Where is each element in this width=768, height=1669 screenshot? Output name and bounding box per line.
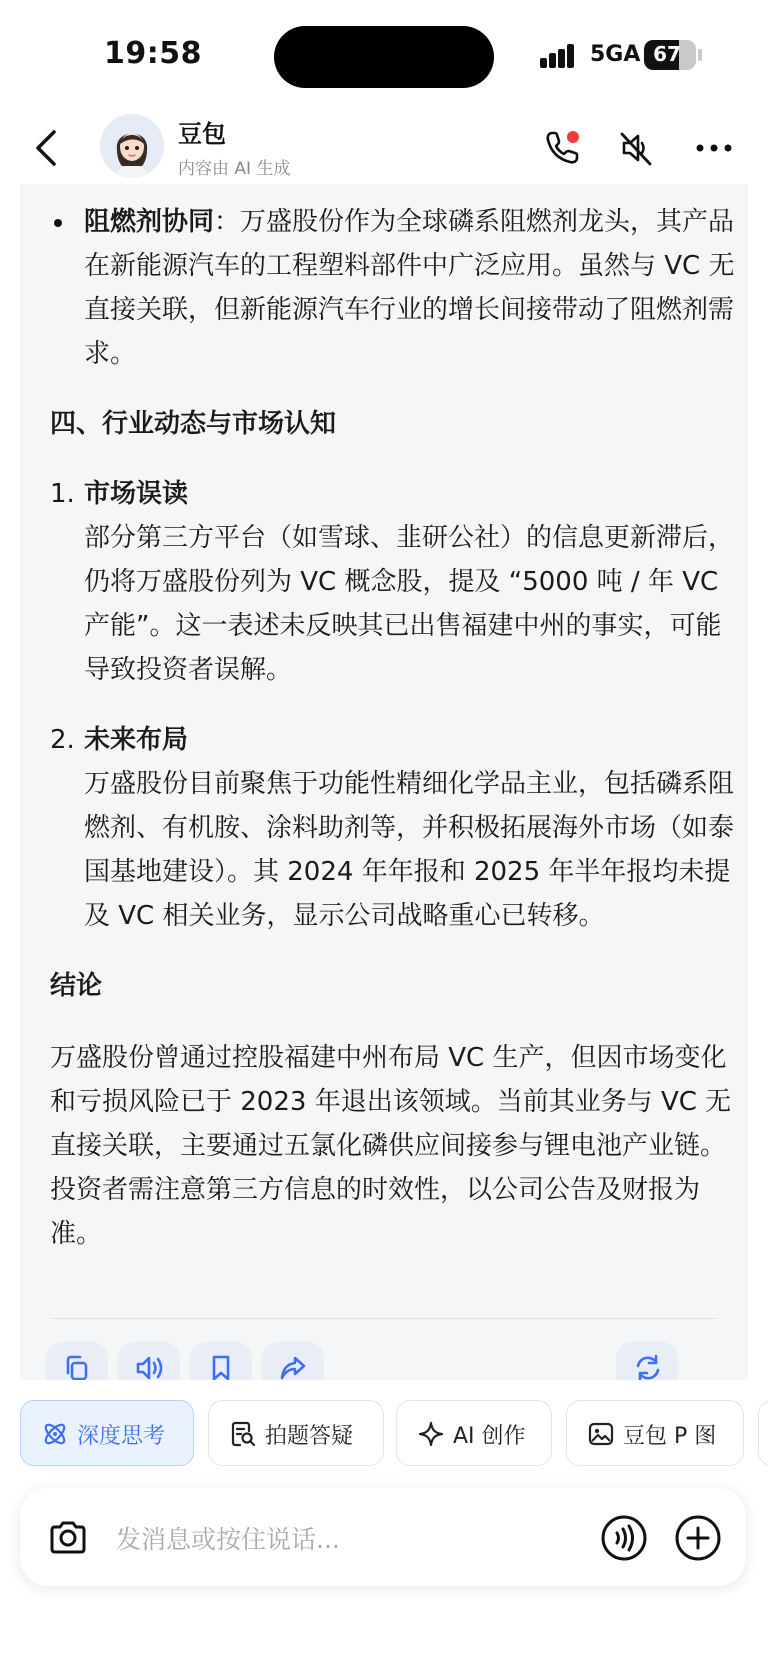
chip-label: AI 创作 [453,1424,526,1449]
search-doc-icon [229,1420,257,1448]
more-icon[interactable] [692,126,736,170]
list-body: 万盛股份目前聚焦于功能性精细化学品主业，包括磷系阻燃剂、有机胺、涂料助剂等，并积极拓展海外市场（如泰国基地建设）。其 2024 年年报和 2025 年半年报均未提及 VC 相关业务，显示公司战略重心已转移。 [84,769,735,931]
ai-disclaimer: 内容由 AI 生成 [178,159,291,179]
chip-label: 深度思考 [77,1424,166,1449]
battery-icon [644,40,696,70]
bullet-item [50,200,740,376]
read-aloud-button[interactable] [118,1342,180,1380]
image-edit-icon [587,1420,615,1448]
conclusion-text: 万盛股份曾通过控股福建中州布局 VC 生产，但因市场变化和亏损风险已于 2023 年退出该领域。当前其业务与 VC 无直接关联，主要通过五氯化磷供应间接参与锂电池产业链。投资者需注意第三方信息的时效性，以公司公告及财报为准。 [50,1043,732,1249]
status-time: 19:58 [104,36,202,71]
camera-icon[interactable] [46,1516,90,1560]
status-bar [0,0,768,110]
back-icon[interactable] [28,126,64,170]
bookmark-icon [207,1354,235,1380]
list-item [50,472,740,692]
avatar[interactable] [100,114,164,178]
bullet-title: 阻燃剂协同 [84,207,215,237]
atom-icon [41,1420,69,1448]
list-item [50,718,740,938]
divider [50,1318,718,1319]
chip-ai-create[interactable] [396,1400,552,1466]
message-input[interactable]: 发消息或按住说话... [116,1525,340,1554]
mute-icon[interactable] [614,126,658,170]
battery-tip [698,49,702,61]
list-number: 2. [50,725,75,755]
regenerate-icon [633,1354,663,1380]
assistant-message [20,184,748,1380]
chat-header [0,110,768,186]
battery-percent: 67 [653,42,681,66]
bullet-text: ：万盛股份作为全球磷系阻燃剂龙头，其产品在新能源汽车的工程塑料部件中广泛应用。虽然与 VC 无直接关联，但新能源汽车行业的增长间接带动了阻燃剂需求。 [84,207,735,369]
message-content [50,200,740,1256]
signal-icon [540,44,582,68]
chip-label: 拍题答疑 [265,1424,354,1449]
sparkle-icon [417,1420,445,1448]
chip-image-edit[interactable] [566,1400,744,1466]
voice-call-icon[interactable] [600,1514,648,1562]
list-title: 市场误读 [84,479,189,509]
share-button[interactable] [262,1342,324,1380]
list-title: 未来布局 [84,725,189,755]
add-icon[interactable] [674,1514,722,1562]
bot-name: 豆包 [178,120,226,148]
regenerate-button[interactable] [616,1342,678,1380]
dynamic-island [274,26,494,88]
network-type: 5GA [590,42,641,67]
chip-deep-thinking[interactable] [20,1400,194,1466]
share-icon [279,1354,307,1380]
speaker-icon [135,1354,165,1380]
chip-photo-qa[interactable] [208,1400,384,1466]
call-notification-dot [567,131,579,143]
bookmark-button[interactable] [190,1342,252,1380]
chip-more[interactable] [758,1400,768,1466]
copy-icon [63,1354,91,1380]
copy-button[interactable] [46,1342,108,1380]
quick-actions [0,1400,768,1468]
conclusion-title: 结论 [50,971,103,1001]
section-title: 四、行业动态与市场认知 [50,409,337,439]
message-input-bar [20,1488,746,1586]
list-number: 1. [50,479,75,509]
chip-label: 豆包 P 图 [623,1424,717,1449]
list-body: 部分第三方平台（如雪球、韭研公社）的信息更新滞后，仍将万盛股份列为 VC 概念股，提及 “5000 吨 / 年 VC 产能”。这一表述未反映其已出售福建中州的事实，可能导致投资者误解。 [84,523,735,685]
